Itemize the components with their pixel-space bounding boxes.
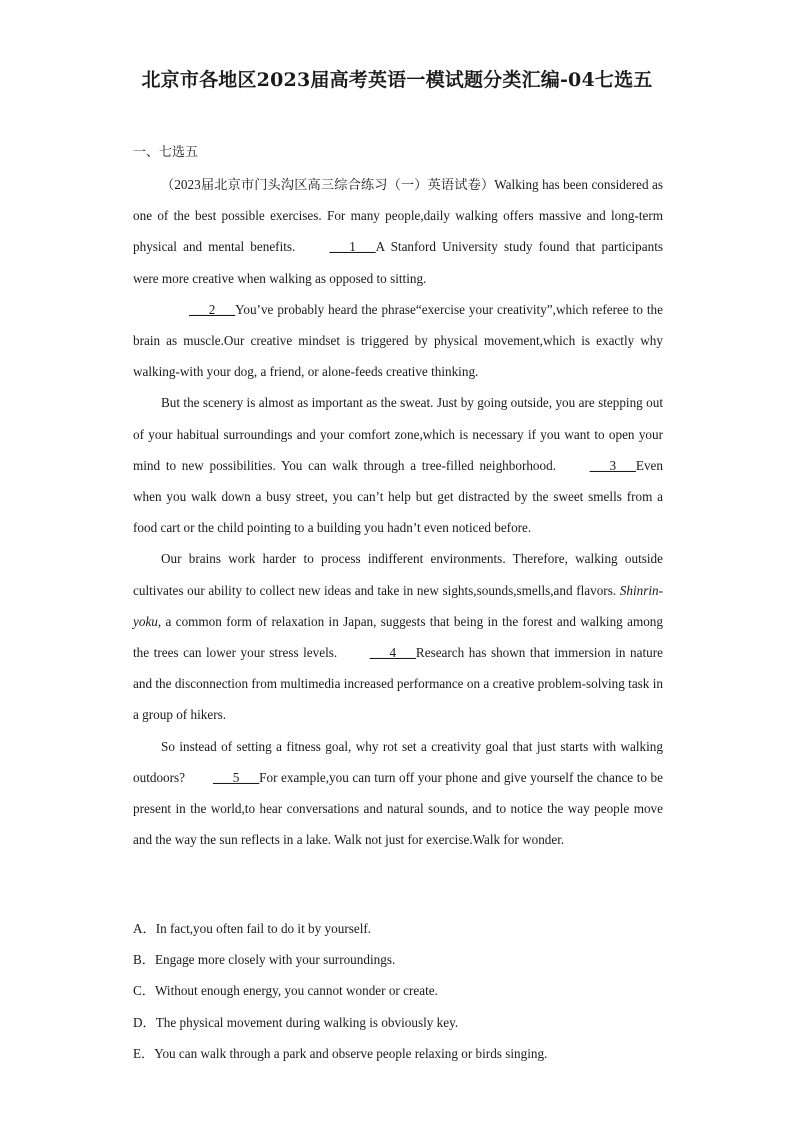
passage-text: Our brains work harder to process indifferent environments. Therefore, walking outside cultivates our ability to collect new ideas and take in new sights,sounds,smells,and flavors. <box>133 551 663 598</box>
answer-options <box>133 913 663 1069</box>
passage-text: But the scenery is almost as important as the sweat. Just by going outside, you are stepping out of your habitual surroundings and your comfort zone,which is necessary if you want to open your mind to new possibilities. You can walk through a tree-filled neighborhood. <box>133 395 663 473</box>
blank-4: ___4___ <box>369 645 416 661</box>
passage-body <box>133 169 663 855</box>
passage-text: Walking has been considered as one of the best possible exercises. For many people,daily walking offers massive and long-term physical and mental benefits. <box>133 177 663 255</box>
passage-text: You’ve probably heard the phrase“exercise your creativity”,which referee to the brain as muscle.Our creative mindset is triggered by physical movement,which is exactly why walking-with your dog, a friend, or alone-feeds creative thinking. <box>133 301 663 380</box>
passage-paragraph-3 <box>133 387 663 543</box>
blank-3: ___3___ <box>589 457 636 473</box>
passage-text: Research has shown that immersion in nature and the disconnection from multimedia increased performance on a creative problem-solving task in a group of hikers. <box>133 645 663 723</box>
source-citation: （2023届北京市门头沟区高三综合练习（一）英语试卷） <box>161 177 495 192</box>
passage-text: So instead of setting a fitness goal, why rot set a creativity goal that just starts with walking outdoors? <box>133 738 663 785</box>
blank-1: ___1___ <box>329 239 376 255</box>
option-a: A．In fact,you often fail to do it by yourself. <box>133 921 372 936</box>
option-d: D．The physical movement during walking is obviously key. <box>133 1014 459 1030</box>
option-b: B．Engage more closely with your surroundings. <box>133 952 396 968</box>
passage-text: A Stanford University study found that participants were more creative when walking as opposed to sitting. <box>133 239 663 286</box>
document-title: 北京市各地区2023届高考英语一模试题分类汇编-04七选五 <box>141 69 653 91</box>
passage-text: For example,you can turn off your phone and give yourself the chance to be present in the world,to hear conversations and natural sounds, and to notice the way people move and the way the sun reflects in a lake. Walk not just for exercise.Walk for wonder. <box>133 769 663 848</box>
option-c: C．Without enough energy, you cannot wonder or create. <box>133 983 438 999</box>
passage-paragraph-1 <box>133 169 663 294</box>
passage-text: , a common form of relaxation in Japan, suggests that being in the forest and walking among the trees can lower your stress levels. <box>133 613 663 661</box>
passage-text: Even when you walk down a busy street, you can’t help but get distracted by the sweet smells from a food cart or the child pointing to a building you hadn’t even noticed before. <box>133 457 663 536</box>
italic-term: Shinrin-yoku <box>133 582 663 629</box>
option-e: E．You can walk through a park and observe people relaxing or birds singing. <box>133 1045 548 1061</box>
section-heading: 一、七选五 <box>133 145 199 160</box>
passage-paragraph-2 <box>133 294 663 388</box>
blank-2: ___2___ <box>189 301 236 317</box>
passage-paragraph-4 <box>133 543 663 730</box>
blank-5: ___5___ <box>213 769 260 785</box>
passage-paragraph-5 <box>133 731 663 856</box>
